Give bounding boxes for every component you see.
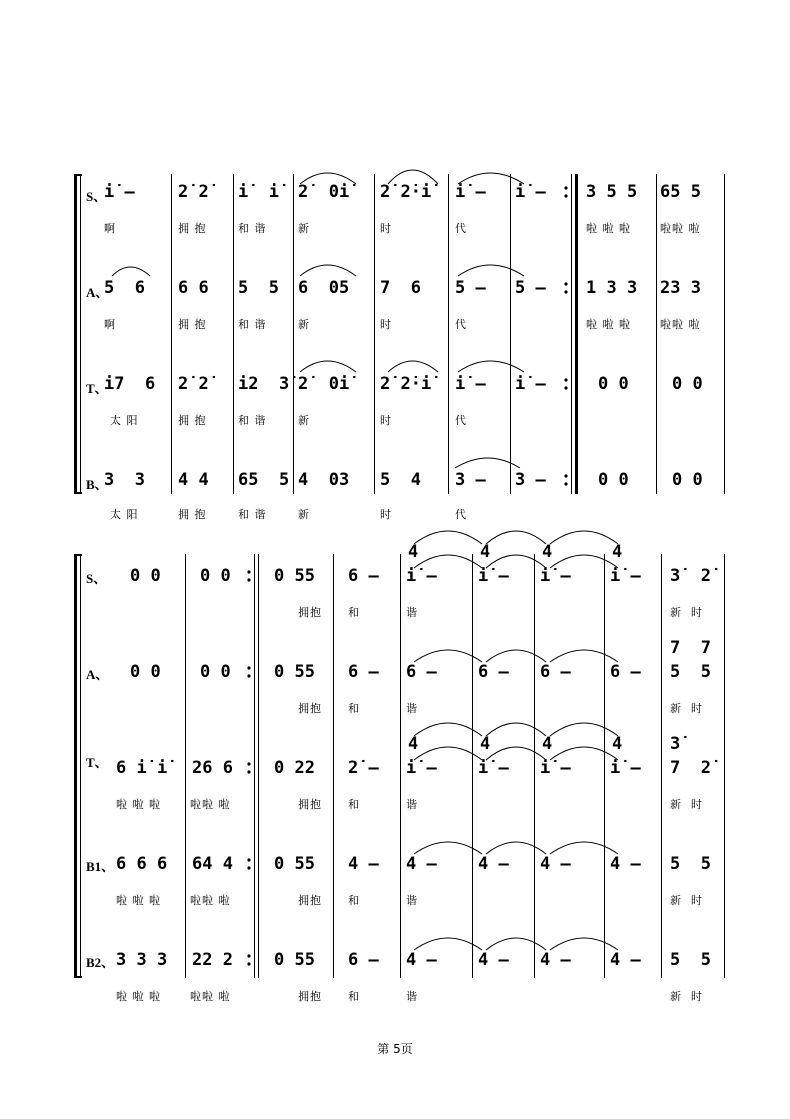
repeat-barline	[571, 174, 572, 494]
lyric: 新 时	[670, 990, 703, 1003]
barline	[171, 174, 172, 494]
repeat-dot	[564, 474, 567, 477]
lyric: 拥抱	[298, 990, 322, 1003]
barline	[661, 554, 662, 978]
slur	[300, 265, 356, 276]
lyric: 时	[380, 318, 392, 331]
measure: i̇ —	[478, 758, 509, 778]
stacked-note: 7 7	[670, 638, 711, 658]
lyric: 拥 抱	[178, 414, 207, 427]
measure: 2̇ —	[348, 758, 379, 778]
repeat-dot	[247, 674, 250, 677]
measure: i̇ —	[406, 566, 437, 586]
measure: 64 4	[192, 854, 233, 874]
lyric: 啦啦 啦	[660, 318, 701, 331]
score-system-2	[0, 540, 790, 1003]
measure: i̇ —	[406, 758, 437, 778]
lyric: 拥抱	[298, 702, 322, 715]
measure: 6 —	[348, 950, 379, 970]
bracket-cap-bottom	[74, 492, 82, 494]
measure: 0 0	[130, 662, 161, 682]
measure: 0 55	[274, 854, 315, 874]
lyric: 和	[348, 798, 360, 811]
lyric: 谐	[406, 606, 418, 619]
repeat-dot	[564, 378, 567, 381]
measure: 2̇ 0i̇	[298, 374, 350, 394]
lyric: 拥抱	[298, 798, 322, 811]
lyric: 拥 抱	[178, 318, 207, 331]
slur	[486, 938, 546, 950]
lyric: 和	[348, 606, 360, 619]
measure: 4 —	[610, 950, 641, 970]
part-label-s: S、	[86, 571, 107, 586]
lyric: 啦 啦 啦	[116, 894, 161, 907]
measure: i̇ —	[540, 758, 571, 778]
measure: i̇ i̇	[238, 182, 279, 202]
slur	[486, 723, 546, 736]
measure: 4 —	[348, 854, 379, 874]
lyric: 新 时	[670, 894, 703, 907]
measure: 4 —	[540, 950, 571, 970]
part-label-a: A、	[86, 667, 109, 682]
measure: 5 6	[104, 278, 145, 298]
lyric: 啊	[104, 222, 116, 235]
lyric: 代	[455, 508, 467, 521]
measure: i̇ —	[455, 374, 486, 394]
measure: 5 5	[670, 662, 711, 682]
stacked-note: 4	[408, 734, 419, 754]
lyric: 和 谐	[238, 414, 267, 427]
measure: 0 0	[200, 566, 231, 586]
measure: 4 —	[610, 854, 641, 874]
repeat-dot	[247, 954, 250, 957]
lyric: 和	[348, 894, 360, 907]
part-label-b1: B1、	[86, 859, 115, 874]
lyric: 谐	[406, 702, 418, 715]
repeat-dot	[564, 482, 567, 485]
part-label-a: A、	[86, 285, 109, 300]
measure: 5 —	[515, 278, 546, 298]
lyric: 和 谐	[238, 318, 267, 331]
lyric: 啊	[104, 318, 116, 331]
bracket-cap-bottom	[74, 976, 82, 978]
lyric: 代	[455, 222, 467, 235]
measure: 4 —	[540, 854, 571, 874]
lyric: 啦啦 啦	[190, 798, 231, 811]
page-number: 第 5页	[377, 1042, 413, 1056]
lyric: 拥抱	[298, 606, 322, 619]
measure: 4 —	[406, 854, 437, 874]
system-bracket	[74, 554, 77, 978]
measure: 26 6	[192, 758, 233, 778]
measure: 7 2̇	[670, 758, 711, 778]
lyric: 拥 抱	[178, 508, 207, 521]
measure: i̇ —	[540, 566, 571, 586]
measure: 0 0	[130, 566, 161, 586]
lyric: 谐	[406, 990, 418, 1003]
repeat-barline	[254, 554, 255, 978]
measure: i2 3̇	[238, 374, 290, 394]
measure: 5 4	[380, 470, 421, 490]
slur	[112, 267, 150, 276]
barline-end	[724, 554, 725, 978]
barline	[472, 554, 473, 978]
system-bracket	[74, 174, 77, 494]
repeat-dot	[247, 570, 250, 573]
slur	[550, 531, 618, 544]
measure: 6 6 6	[116, 854, 168, 874]
lyric: 啦啦 啦	[190, 990, 231, 1003]
repeat-dot	[564, 386, 567, 389]
measure: 6 i̇ i̇	[116, 758, 168, 778]
barline	[656, 174, 657, 494]
measure: 65 5	[660, 182, 701, 202]
lyric: 新	[298, 318, 310, 331]
repeat-dot	[564, 282, 567, 285]
measure: 6 6	[178, 278, 209, 298]
measure: 6 —	[478, 662, 509, 682]
part-label-t: T、	[86, 755, 108, 770]
lyric: 啦啦 啦	[660, 222, 701, 235]
slur	[550, 938, 618, 950]
part-label-t: T、	[86, 381, 108, 396]
measure: 3̇ 2̇	[670, 566, 711, 586]
barline	[510, 174, 511, 494]
lyric: 谐	[406, 798, 418, 811]
stacked-note: 4	[408, 542, 419, 562]
measure: i̇ —	[478, 566, 509, 586]
measure: 2̇ 2̇	[178, 182, 209, 202]
measure: 4 —	[478, 854, 509, 874]
repeat-dot	[247, 666, 250, 669]
repeat-dot	[247, 858, 250, 861]
lyric: 时	[380, 222, 392, 235]
measure: 3 —	[515, 470, 546, 490]
barline	[534, 554, 535, 978]
measure: 3 3	[104, 470, 145, 490]
lyric: 和 谐	[238, 222, 267, 235]
measure: 0 0	[598, 374, 629, 394]
lyric: 代	[455, 414, 467, 427]
lyric: 拥抱	[298, 894, 322, 907]
repeat-dot	[564, 194, 567, 197]
slur	[486, 650, 546, 662]
barline	[400, 554, 401, 978]
measure: 3 3 3	[116, 950, 168, 970]
stacked-note: 4	[612, 734, 623, 754]
measure: 22 2	[192, 950, 233, 970]
lyric: 新	[298, 508, 310, 521]
barline	[604, 554, 605, 978]
repeat-dot	[247, 866, 250, 869]
measure: 6 —	[610, 662, 641, 682]
lyric: 啦 啦 啦	[116, 990, 161, 1003]
measure: 3 —	[455, 470, 486, 490]
slur	[550, 842, 618, 854]
measure: 0 0	[200, 662, 231, 682]
lyric: 和	[348, 990, 360, 1003]
lyric: 时	[380, 508, 392, 521]
part-label-b2: B2、	[86, 955, 115, 970]
repeat-dot	[247, 770, 250, 773]
lyric: 啦 啦 啦	[116, 798, 161, 811]
measure: 5 —	[455, 278, 486, 298]
measure: 5 5	[670, 854, 711, 874]
barline	[374, 174, 375, 494]
measure: 6 —	[348, 566, 379, 586]
measure: i̇ —	[455, 182, 486, 202]
measure: 2̇ 2̇	[178, 374, 209, 394]
measure: 5 5	[670, 950, 711, 970]
lyric: 新 时	[670, 702, 703, 715]
lyric: 谐	[406, 894, 418, 907]
repeat-barline-thick	[575, 174, 578, 494]
measure: 2̇ 2̇·i̇	[380, 374, 432, 394]
stacked-note: 4	[612, 542, 623, 562]
lyric: 太 阳	[110, 414, 139, 427]
system-bracket-inner	[80, 174, 81, 494]
measure: 7 6	[380, 278, 421, 298]
measure: 0 0	[598, 470, 629, 490]
lyric: 啦 啦 啦	[586, 222, 631, 235]
lyric: 新 时	[670, 798, 703, 811]
measure: 2̇ 2̇·i̇	[380, 182, 432, 202]
measure: 1 3 3	[586, 278, 638, 298]
repeat-dot	[247, 578, 250, 581]
slur	[458, 265, 524, 276]
barline-end	[724, 174, 725, 494]
slur	[458, 361, 524, 372]
repeat-barline	[258, 554, 259, 978]
repeat-dot	[247, 762, 250, 765]
measure: 0 55	[274, 662, 315, 682]
stacked-note: 4	[542, 542, 553, 562]
slur	[486, 842, 546, 854]
measure: 0 0	[672, 374, 703, 394]
barline	[448, 174, 449, 494]
lyric: 代	[455, 318, 467, 331]
measure: 4 —	[406, 950, 437, 970]
repeat-dot	[564, 186, 567, 189]
stacked-note: 4	[542, 734, 553, 754]
slur	[414, 531, 482, 544]
measure: i7 6	[104, 374, 156, 394]
system-bracket-inner	[80, 554, 81, 978]
measure: i̇ —	[515, 374, 546, 394]
barline	[185, 554, 186, 978]
lyric: 啦啦 啦	[190, 894, 231, 907]
measure: 6 —	[348, 662, 379, 682]
lyric: 啦 啦 啦	[586, 318, 631, 331]
measure: 0 22	[274, 758, 315, 778]
measure: i̇ —	[104, 182, 135, 202]
slur	[550, 723, 618, 736]
part-label-s: S、	[86, 189, 107, 204]
measure: i̇ —	[515, 182, 546, 202]
measure: 6 05	[298, 278, 350, 298]
stacked-note: 4	[480, 734, 491, 754]
measure: 5 5	[238, 278, 279, 298]
measure: 0 55	[274, 566, 315, 586]
barline	[233, 174, 234, 494]
measure: 0 55	[274, 950, 315, 970]
measure: 6 —	[406, 662, 437, 682]
measure: 4 4	[178, 470, 209, 490]
measure: 4 03	[298, 470, 350, 490]
barline	[293, 174, 294, 494]
score-system-1	[0, 170, 790, 521]
measure: i̇ —	[610, 566, 641, 586]
lyric: 太 阳	[110, 508, 139, 521]
repeat-dot	[247, 962, 250, 965]
stacked-note: 4	[480, 542, 491, 562]
lyric: 拥 抱	[178, 222, 207, 235]
slur	[550, 650, 618, 662]
bracket-cap-top	[74, 174, 82, 176]
lyric: 时	[380, 414, 392, 427]
measure: 23 3	[660, 278, 701, 298]
stacked-note: 3̇	[670, 734, 681, 754]
measure: 2̇ 0i̇	[298, 182, 350, 202]
measure: 6 —	[540, 662, 571, 682]
slur	[486, 531, 546, 544]
slur	[388, 361, 438, 372]
measure: 65 5	[238, 470, 290, 490]
bracket-cap-top	[74, 554, 82, 556]
measure: 0 0	[672, 470, 703, 490]
lyric: 和	[348, 702, 360, 715]
slur	[300, 361, 356, 372]
measure: i̇ —	[610, 758, 641, 778]
part-label-b: B、	[86, 477, 108, 492]
lyric: 新 时	[670, 606, 703, 619]
repeat-dot	[564, 290, 567, 293]
lyric: 新	[298, 414, 310, 427]
lyric: 和 谐	[238, 508, 267, 521]
barline	[333, 554, 334, 978]
measure: 3 5 5	[586, 182, 638, 202]
lyric: 新	[298, 222, 310, 235]
measure: 4 —	[478, 950, 509, 970]
